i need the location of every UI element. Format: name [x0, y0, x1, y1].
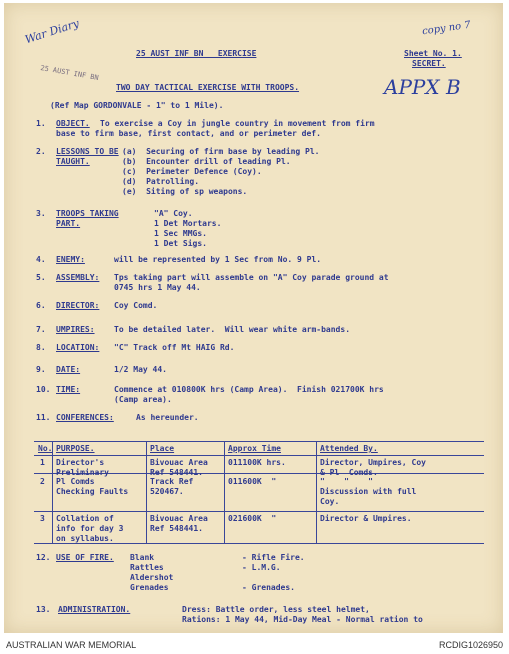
sheet-number: Sheet No. 1. — [404, 49, 462, 58]
item-number: 3. — [36, 209, 46, 218]
item-text-continued: 0745 hrs 1 May 44. — [114, 283, 201, 292]
item-text: Coy Comd. — [114, 301, 158, 310]
table-cell-number: 1 — [40, 458, 45, 467]
table-header-cell: PURPOSE. — [56, 444, 95, 453]
table-header-cell: Place — [150, 444, 175, 453]
administration-line-1: Dress: Battle order, less steel helmet, — [182, 605, 370, 614]
item-label: LOCATION: — [56, 343, 100, 352]
item-line: 1 Det Sigs. — [154, 239, 207, 248]
table-header-cell: Attended By. — [320, 444, 378, 453]
archive-footer — [0, 636, 509, 654]
item-label: ASSEMBLY: — [56, 273, 100, 282]
item-text: Commence at 010800K hrs (Camp Area). Finish 021700K hrs — [114, 385, 384, 394]
fire-simulation-item: Blank — [130, 553, 155, 562]
item-number: 9. — [36, 365, 46, 374]
table-cell-place: Bivouac Area — [150, 458, 208, 467]
fire-simulation-use: - Rifle Fire. — [242, 553, 305, 562]
item-label: OBJECT. — [56, 119, 90, 128]
table-header-cell: Approx Time — [228, 444, 281, 453]
item-label: DIRECTOR: — [56, 301, 100, 310]
table-header-cell: No. — [38, 444, 53, 453]
war-diary-annotation: War Diary — [23, 16, 81, 47]
item-number: 10. — [36, 385, 51, 394]
item-label: DATE: — [56, 365, 81, 374]
table-cell-time: 011600K " — [228, 477, 277, 486]
security-classification: SECRET. — [412, 59, 446, 68]
fire-simulation-item: Rattles — [130, 563, 164, 572]
item-number: 2. — [36, 147, 46, 156]
table-cell-number: 2 — [40, 477, 45, 486]
item-label: ENEMY: — [56, 255, 85, 264]
item-number: 8. — [36, 343, 46, 352]
table-cell-time: 011100K hrs. — [228, 458, 286, 467]
item-label: CONFERENCES: — [56, 413, 114, 422]
fire-simulation-use: - L.M.G. — [242, 563, 281, 572]
item-text-continued: (Camp area). — [114, 395, 172, 404]
table-cell-purpose: info for day 3 — [56, 524, 124, 533]
item-line: (e) Siting of sp weapons. — [122, 187, 248, 196]
table-cell-purpose: Checking Faults — [56, 487, 129, 496]
table-cell-purpose: Pl Comds — [56, 477, 95, 486]
item-label: TROOPS TAKING PART. — [56, 209, 119, 228]
table-cell-place: Ref 548441. — [150, 468, 203, 477]
map-reference: (Ref Map GORDONVALE - 1" to 1 Mile). — [50, 101, 224, 110]
table-cell-place: Bivouac Area — [150, 514, 208, 523]
item-13-label: ADMINISTRATION. — [58, 605, 131, 614]
item-text: "C" Track off Mt HAIG Rd. — [114, 343, 235, 352]
table-cell-attended: Coy. — [320, 497, 340, 506]
table-cell-purpose: on syllabus. — [56, 534, 114, 543]
document-title: TWO DAY TACTICAL EXERCISE WITH TROOPS. — [116, 83, 300, 92]
item-line: (b) Encounter drill of leading Pl. — [122, 157, 291, 166]
item-label: TIME: — [56, 385, 81, 394]
item-number: 5. — [36, 273, 46, 282]
item-text: As hereunder. — [136, 413, 199, 422]
table-cell-number: 3 — [40, 514, 45, 523]
table-cell-purpose: Director's — [56, 458, 105, 467]
fire-simulation-use: - Grenades. — [242, 583, 295, 592]
fire-simulation-item: Aldershot — [130, 573, 174, 582]
item-number: 4. — [36, 255, 46, 264]
item-text: To exercise a Coy in jungle country in movement from firm — [100, 119, 375, 128]
item-12-number: 12. — [36, 553, 51, 562]
item-line: (d) Patrolling. — [122, 177, 200, 186]
table-cell-place: Track Ref — [150, 477, 194, 486]
table-cell-place: 520467. — [150, 487, 184, 496]
unit-exercise-heading: 25 AUST INF BN EXERCISE — [136, 49, 257, 58]
item-number: 1. — [36, 119, 46, 128]
item-text: Tps taking part will assemble on "A" Coy parade ground at — [114, 273, 389, 282]
table-cell-attended: Director, Umpires, Coy — [320, 458, 426, 467]
fire-simulation-item: Grenades — [130, 583, 169, 592]
document-page — [4, 3, 503, 633]
item-text: 1/2 May 44. — [114, 365, 167, 374]
item-13-number: 13. — [36, 605, 51, 614]
archive-reference: RCDIG1026950 — [438, 640, 503, 650]
table-cell-purpose: Collation of — [56, 514, 114, 523]
item-number: 6. — [36, 301, 46, 310]
administration-line-2: Rations: 1 May 44, Mid-Day Meal - Normal ration to — [182, 615, 423, 624]
item-line: (c) Perimeter Defence (Coy). — [122, 167, 262, 176]
item-line: "A" Coy. — [154, 209, 193, 218]
item-label: LESSONS TO BE TAUGHT. — [56, 147, 119, 166]
copy-number-annotation: copy no 7 — [421, 19, 472, 38]
table-cell-attended: " " " — [320, 477, 373, 486]
item-label: UMPIRES: — [56, 325, 95, 334]
table-cell-time: 021600K " — [228, 514, 277, 523]
receipt-stamp: 25 AUST INF BN — [39, 63, 100, 83]
table-cell-attended: Discussion with full — [320, 487, 417, 496]
item-line: (a) Securing of firm base by leading Pl. — [122, 147, 320, 156]
item-12-label: USE OF FIRE. — [56, 553, 114, 562]
item-text-continued: base to firm base, first contact, and or perimeter def. — [56, 129, 321, 138]
appendix-annotation: APPX B — [384, 75, 461, 99]
item-number: 7. — [36, 325, 46, 334]
table-cell-attended: & Pl Comds. — [320, 468, 378, 477]
item-number: 11. — [36, 413, 51, 422]
item-text: will be represented by 1 Sec from No. 9 Pl. — [114, 255, 322, 264]
table-cell-place: Ref 548441. — [150, 524, 203, 533]
item-line: 1 Det Mortars. — [154, 219, 222, 228]
item-line: 1 Sec MMGs. — [154, 229, 207, 238]
archive-name: AUSTRALIAN WAR MEMORIAL — [6, 640, 137, 650]
item-text: To be detailed later. Will wear white arm-bands. — [114, 325, 351, 334]
table-cell-purpose: Preliminary — [56, 468, 109, 477]
table-cell-attended: Director & Umpires. — [320, 514, 412, 523]
